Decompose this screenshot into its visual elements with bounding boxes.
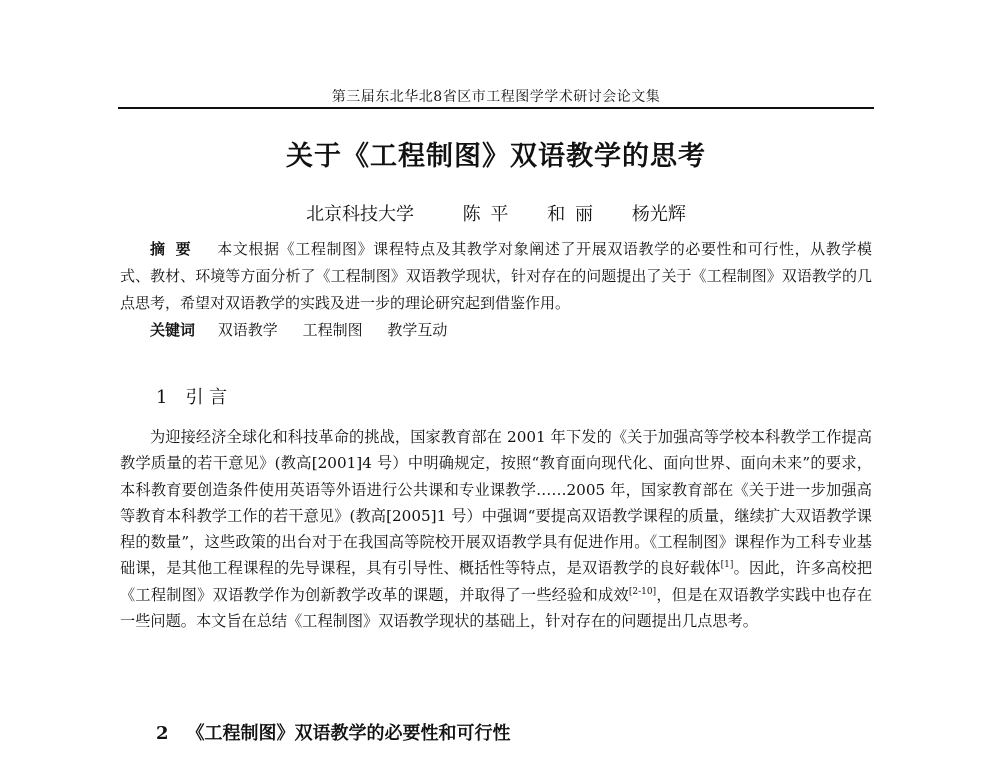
paragraph-part-1: 为迎接经济全球化和科技革命的挑战，国家教育部在 2001 年下发的《关于加强高等学校本科教学工作提高教学质量的若干意见》(教高[2001]4 号）中明确规定，按照“教育面向现代化、面向世界、面向未来”的要求，本科教育要创造条件使用英语等外语进行公共课和专业课教学……2005 年，国家教育部在《关于进一步加强高等教育本科教学工作的若干意见》(教高[2005]1 号）中强调“要提高双语教学课程的质量，继续扩大双语教学课程的数量”，这些政策的出台对于在我国高等院校开展双语教学具有促进作用。《工程制图》课程作为工科专业基础课，是其他工程课程的先导课程，具有引导性、概括性等特点，是双语教学的良好载体 bbox=[120, 428, 872, 578]
running-head: 第三届东北华北8省区市工程图学学术研讨会论文集 bbox=[331, 89, 661, 105]
abstract-label: 摘要 bbox=[150, 240, 202, 258]
citation-2: [2-10] bbox=[628, 586, 657, 597]
author-1: 陈 平 bbox=[462, 204, 509, 225]
keyword-1: 双语教学 bbox=[217, 321, 278, 339]
section-1-paragraph bbox=[120, 424, 872, 634]
section-1-title: 引 言 bbox=[185, 387, 228, 408]
keywords-label: 关键词 bbox=[150, 321, 196, 339]
author-2: 和 丽 bbox=[547, 204, 594, 225]
section-1-heading bbox=[156, 383, 227, 409]
paragraph-part-2: 。因此，许多高校把《工程制图》双语教学作为创新教学改革的课题，并取得了一些经验和成效 bbox=[120, 559, 873, 604]
section-1-number: 1 bbox=[156, 387, 168, 408]
affiliation: 北京科技大学 bbox=[306, 204, 415, 225]
header-rule bbox=[118, 107, 874, 109]
section-2-number: 2 bbox=[156, 723, 169, 744]
section-2-heading bbox=[156, 719, 511, 745]
author-3: 杨光辉 bbox=[631, 204, 686, 225]
keywords bbox=[150, 319, 870, 341]
author-line bbox=[120, 200, 872, 226]
paper-title: 关于《工程制图》双语教学的思考 bbox=[286, 141, 706, 172]
abstract bbox=[120, 236, 872, 317]
paragraph-part-3: ，但是在双语教学实践中也存在一些问题。本文旨在总结《工程制图》双语教学现状的基础上，针对存在的问题提出几点思考。 bbox=[120, 585, 873, 631]
abstract-text: 本文根据《工程制图》课程特点及其教学对象阐述了开展双语教学的必要性和可行性，从教学模式、教材、环境等方面分析了《工程制图》双语教学现状，针对存在的问题提出了关于《工程制图》双语教学的几点思考，希望对双语教学的实践及进一步的理论研究起到借鉴作用。 bbox=[120, 240, 872, 312]
keyword-2: 工程制图 bbox=[302, 321, 363, 339]
section-2-title: 《工程制图》双语教学的必要性和可行性 bbox=[186, 723, 511, 744]
keyword-3: 教学互动 bbox=[387, 321, 448, 339]
citation-1: [1] bbox=[720, 560, 734, 571]
